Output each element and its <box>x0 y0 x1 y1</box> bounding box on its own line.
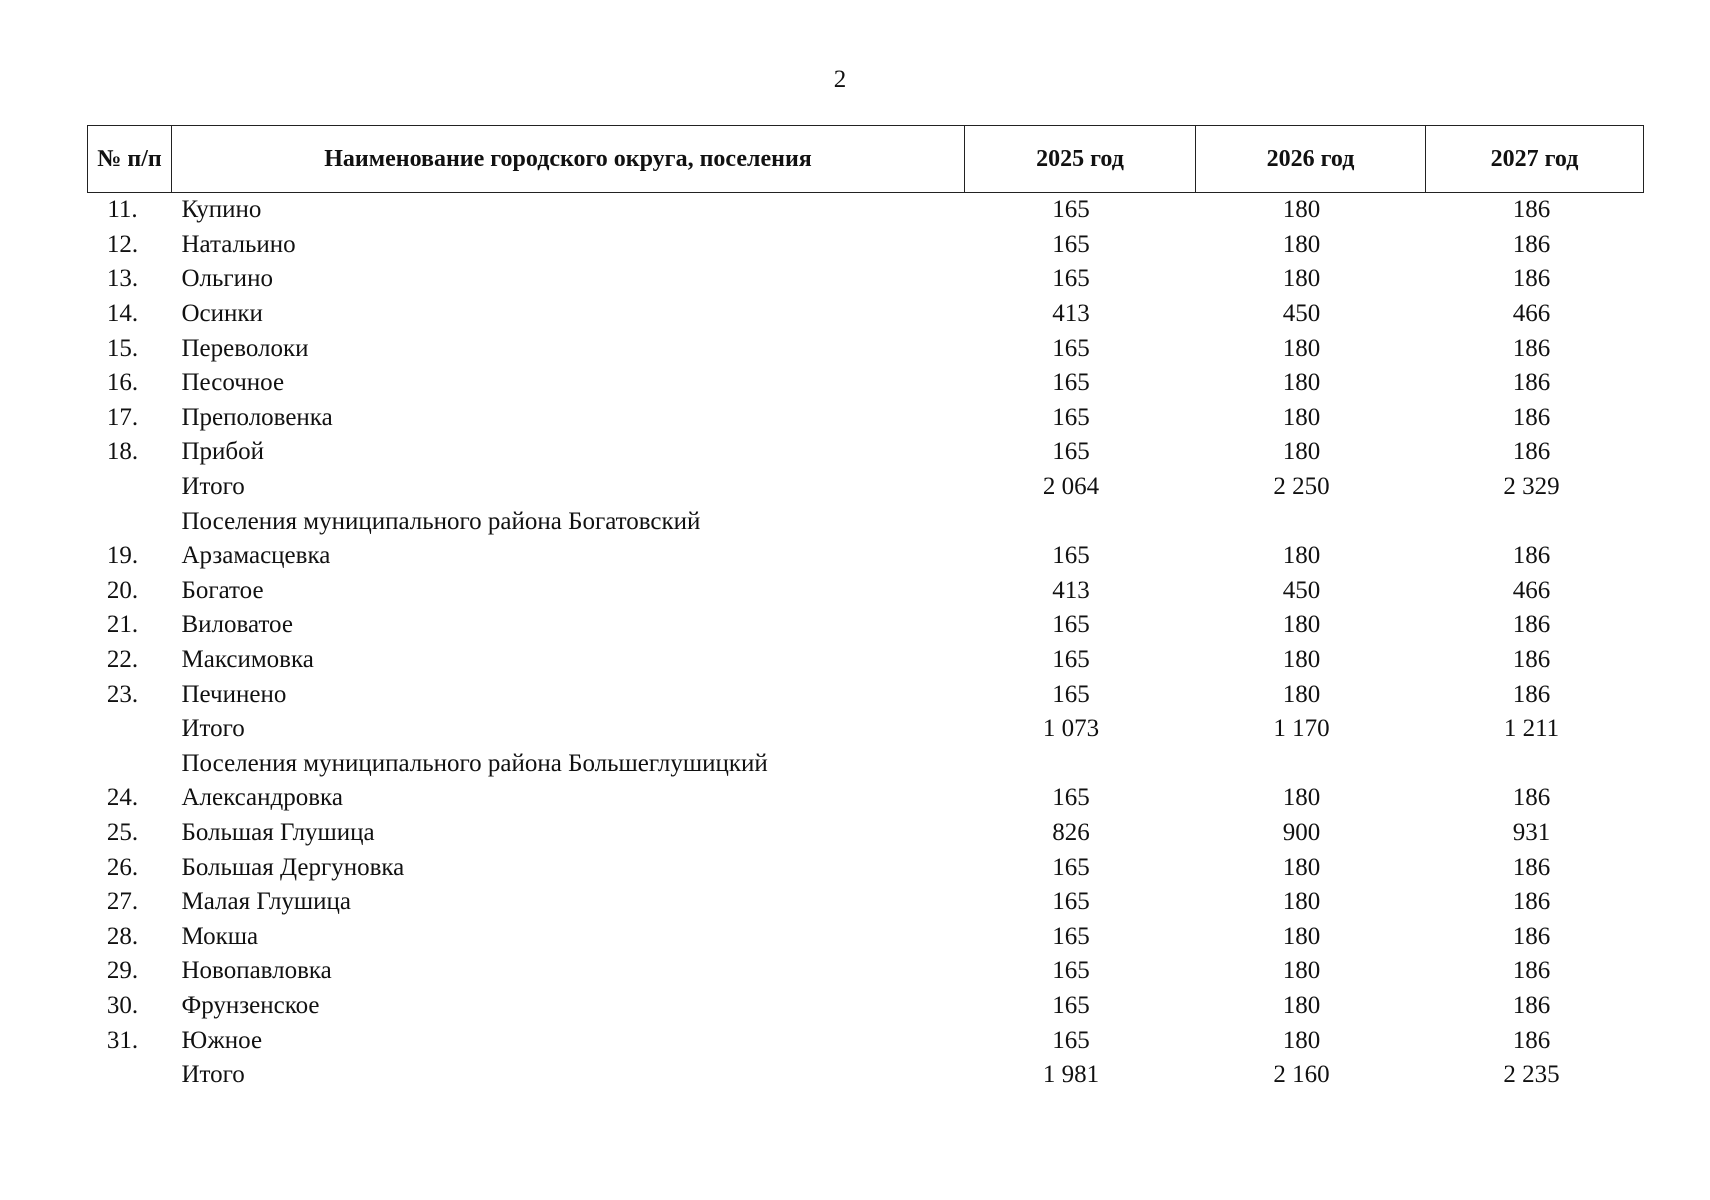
table-row <box>88 677 1644 712</box>
row-number: 15. <box>106 334 139 362</box>
row-value-2027: 186 <box>1512 680 1551 708</box>
row-number <box>88 747 172 782</box>
row-number: 16. <box>106 369 139 397</box>
row-value-2026: 180 <box>1282 438 1321 466</box>
row-value-2027: 186 <box>1512 646 1551 674</box>
row-value-2026 <box>1196 747 1426 782</box>
row-number <box>88 712 172 747</box>
row-value-2027 <box>1426 747 1644 782</box>
row-number <box>88 470 172 505</box>
row-value-2026: 180 <box>1282 853 1321 881</box>
section-header-row <box>88 504 1644 539</box>
row-value-2027: 186 <box>1512 991 1551 1019</box>
row-value-2025: 2 064 <box>1042 473 1100 501</box>
row-name: Большая Глушица <box>181 818 375 846</box>
row-value-2025: 165 <box>1052 265 1090 293</box>
table-row <box>88 297 1644 332</box>
row-value-2027: 186 <box>1512 196 1551 224</box>
row-number: 26. <box>106 853 139 881</box>
row-value-2025: 165 <box>1052 403 1090 431</box>
row-name: Прибой <box>181 438 265 466</box>
row-name: Ольгино <box>181 265 273 293</box>
row-value-2025: 165 <box>1052 1026 1090 1054</box>
row-name: Виловатое <box>181 611 293 639</box>
row-value-2025 <box>965 747 1196 782</box>
row-value-2027: 931 <box>1512 818 1551 846</box>
row-name: Печинено <box>181 680 287 708</box>
row-value-2025: 165 <box>1052 369 1090 397</box>
row-name: Переволоки <box>181 334 309 362</box>
row-value-2025: 165 <box>1052 784 1090 812</box>
section-header-row <box>88 747 1644 782</box>
row-value-2025: 165 <box>1052 542 1090 570</box>
row-value-2027: 186 <box>1512 611 1551 639</box>
row-name: Александровка <box>181 784 343 812</box>
row-name: Южное <box>181 1026 263 1054</box>
row-value-2025: 165 <box>1052 680 1090 708</box>
total-row <box>88 470 1644 505</box>
row-value-2025: 165 <box>1052 888 1090 916</box>
row-value-2026: 180 <box>1282 957 1321 985</box>
row-name: Малая Глушица <box>181 888 352 916</box>
row-number <box>88 1058 172 1093</box>
row-name: Максимовка <box>181 646 314 674</box>
row-name: Итого <box>181 473 245 501</box>
row-number: 24. <box>106 784 139 812</box>
table-row <box>88 228 1644 263</box>
table-row <box>88 954 1644 989</box>
row-value-2027: 186 <box>1512 922 1551 950</box>
row-value-2027: 466 <box>1512 300 1551 328</box>
row-value-2027: 186 <box>1512 403 1551 431</box>
row-name: Осинки <box>181 300 263 328</box>
page-number: 2 <box>833 66 847 93</box>
row-value-2026: 2 160 <box>1273 1061 1330 1089</box>
table-body <box>88 193 1644 1093</box>
row-value-2025: 1 073 <box>1042 715 1100 743</box>
row-number: 19. <box>106 542 139 570</box>
row-name: Поселения муниципального района Большеглушицкий <box>181 749 768 777</box>
row-value-2025: 165 <box>1052 230 1090 258</box>
row-value-2027: 2 329 <box>1503 473 1560 501</box>
row-value-2027: 2 235 <box>1503 1061 1560 1089</box>
row-value-2027: 186 <box>1512 369 1551 397</box>
row-number: 30. <box>106 991 139 1019</box>
row-value-2025: 165 <box>1052 611 1090 639</box>
row-value-2026: 180 <box>1282 542 1321 570</box>
row-name: Мокша <box>181 922 259 950</box>
row-value-2025 <box>965 504 1196 539</box>
row-value-2026: 180 <box>1282 403 1321 431</box>
row-value-2027: 186 <box>1512 784 1551 812</box>
row-value-2026: 450 <box>1282 300 1321 328</box>
row-value-2026: 450 <box>1282 576 1321 604</box>
row-value-2027: 466 <box>1512 576 1551 604</box>
table-row <box>88 193 1644 228</box>
allocation-table <box>87 125 1644 1092</box>
row-name: Песочное <box>181 369 285 397</box>
row-number: 21. <box>106 611 139 639</box>
row-value-2026: 1 170 <box>1273 715 1330 743</box>
row-value-2027: 186 <box>1512 230 1551 258</box>
table-row <box>88 574 1644 609</box>
row-name: Поселения муниципального района Богатовский <box>181 507 701 535</box>
row-value-2027: 186 <box>1512 1026 1551 1054</box>
row-number: 31. <box>106 1026 139 1054</box>
table-row <box>88 608 1644 643</box>
row-name: Большая Дергуновка <box>181 853 405 881</box>
row-number: 18. <box>106 438 139 466</box>
header-2026: 2026 год <box>1196 126 1426 193</box>
row-value-2027: 186 <box>1512 438 1551 466</box>
row-number: 17. <box>106 403 139 431</box>
row-value-2027: 186 <box>1512 542 1551 570</box>
row-value-2026: 180 <box>1282 991 1321 1019</box>
row-name: Купино <box>181 196 262 224</box>
header-number: № п/п <box>88 126 172 193</box>
row-value-2026: 900 <box>1282 818 1321 846</box>
row-value-2027: 186 <box>1512 853 1551 881</box>
table-row <box>88 1023 1644 1058</box>
header-2025: 2025 год <box>965 126 1196 193</box>
row-number: 20. <box>106 576 139 604</box>
row-value-2026: 180 <box>1282 334 1321 362</box>
row-name: Итого <box>181 1061 245 1089</box>
row-number: 14. <box>106 300 139 328</box>
row-value-2026: 180 <box>1282 369 1321 397</box>
row-number: 29. <box>106 957 139 985</box>
table-row <box>88 850 1644 885</box>
row-value-2027 <box>1426 504 1644 539</box>
row-value-2025: 1 981 <box>1042 1061 1100 1089</box>
header-2027: 2027 год <box>1426 126 1644 193</box>
table-row <box>88 643 1644 678</box>
row-number: 13. <box>106 265 139 293</box>
row-value-2025: 165 <box>1052 853 1090 881</box>
row-value-2025: 165 <box>1052 991 1090 1019</box>
row-name: Итого <box>181 715 245 743</box>
row-value-2027: 186 <box>1512 334 1551 362</box>
row-value-2025: 413 <box>1052 300 1090 328</box>
row-value-2026: 180 <box>1282 230 1321 258</box>
table-row <box>88 401 1644 436</box>
row-value-2025: 165 <box>1052 438 1090 466</box>
table-header-row <box>88 126 1644 193</box>
table-row <box>88 919 1644 954</box>
table-row <box>88 781 1644 816</box>
row-name: Новопавловка <box>181 957 332 985</box>
table-row <box>88 366 1644 401</box>
table-row <box>88 262 1644 297</box>
row-number <box>88 504 172 539</box>
row-number: 27. <box>106 888 139 916</box>
row-value-2027: 186 <box>1512 265 1551 293</box>
row-number: 23. <box>106 680 139 708</box>
row-value-2026: 2 250 <box>1273 473 1330 501</box>
row-name: Натальино <box>181 230 296 258</box>
row-value-2026: 180 <box>1282 1026 1321 1054</box>
table-row <box>88 331 1644 366</box>
row-value-2025: 165 <box>1052 922 1090 950</box>
row-name: Фрунзенское <box>181 991 320 1019</box>
row-number: 25. <box>106 818 139 846</box>
row-value-2026: 180 <box>1282 611 1321 639</box>
table-row <box>88 885 1644 920</box>
row-value-2026: 180 <box>1282 922 1321 950</box>
row-value-2025: 413 <box>1052 576 1090 604</box>
row-name: Арзамасцевка <box>181 542 331 570</box>
total-row <box>88 712 1644 747</box>
table-row <box>88 989 1644 1024</box>
table-row <box>88 539 1644 574</box>
total-row <box>88 1058 1644 1093</box>
row-value-2026 <box>1196 504 1426 539</box>
row-value-2026: 180 <box>1282 646 1321 674</box>
row-name: Богатое <box>181 576 264 604</box>
row-value-2026: 180 <box>1282 784 1321 812</box>
row-number: 22. <box>106 646 139 674</box>
row-value-2025: 165 <box>1052 646 1090 674</box>
row-value-2026: 180 <box>1282 196 1321 224</box>
row-number: 12. <box>106 230 139 258</box>
row-name: Преполовенка <box>181 403 333 431</box>
row-number: 28. <box>106 922 139 950</box>
row-value-2027: 186 <box>1512 888 1551 916</box>
row-value-2025: 165 <box>1052 334 1090 362</box>
row-value-2026: 180 <box>1282 888 1321 916</box>
row-value-2026: 180 <box>1282 680 1321 708</box>
row-value-2027: 186 <box>1512 957 1551 985</box>
table-row <box>88 816 1644 851</box>
row-value-2025: 826 <box>1052 818 1090 846</box>
row-value-2025: 165 <box>1052 957 1090 985</box>
row-value-2026: 180 <box>1282 265 1321 293</box>
row-number: 11. <box>107 196 138 224</box>
header-name: Наименование городского округа, поселения <box>172 126 965 193</box>
row-value-2025: 165 <box>1052 196 1090 224</box>
row-value-2027: 1 211 <box>1503 715 1560 743</box>
table-row <box>88 435 1644 470</box>
